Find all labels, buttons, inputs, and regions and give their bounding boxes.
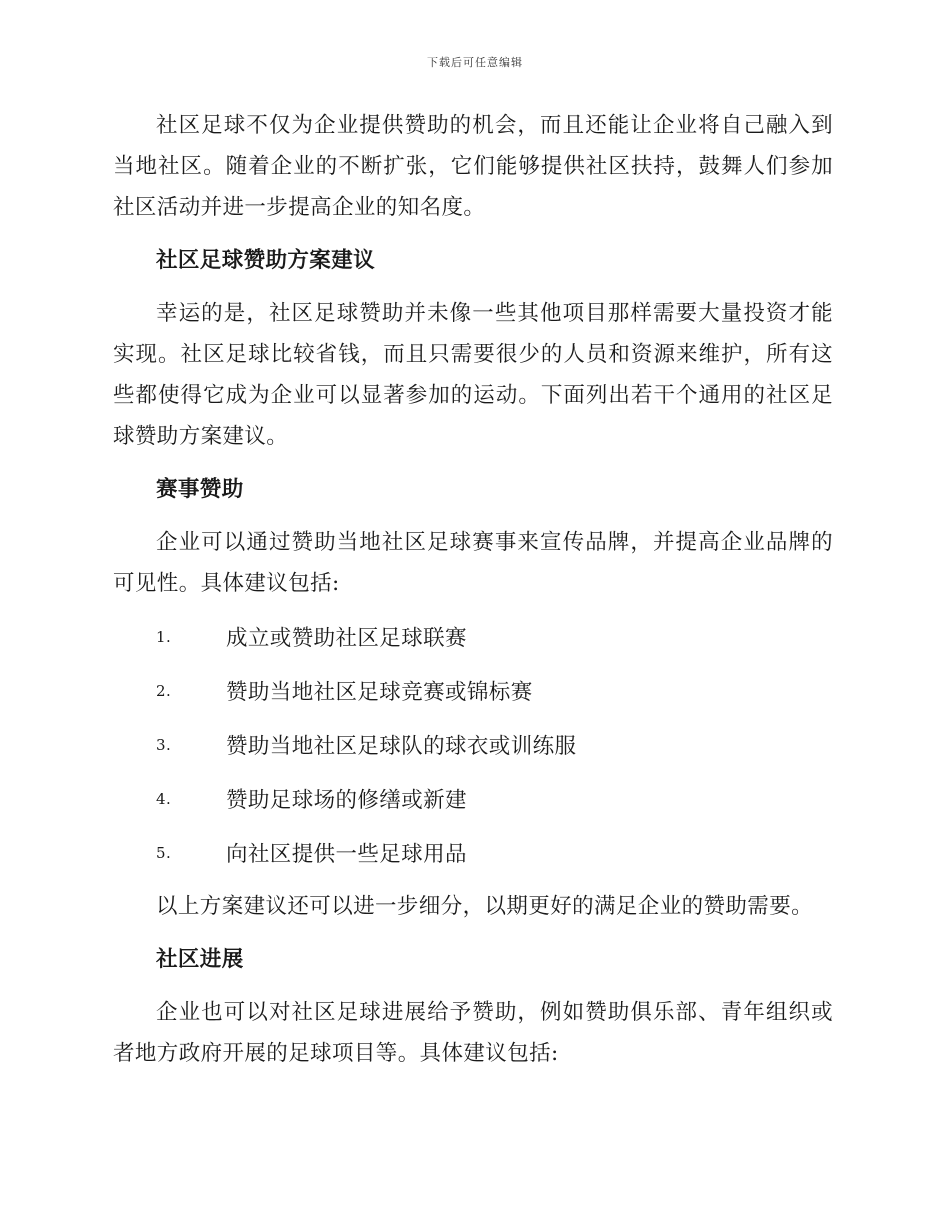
suggestion-list	[113, 616, 833, 873]
list-item-text: 成立或赞助社区足球联赛	[226, 626, 467, 651]
list-item	[113, 724, 833, 765]
list-item-number: 1.	[156, 627, 172, 646]
proposal-paragraph: 幸运的是，社区足球赞助并未像一些其他项目那样需要大量投资才能实现。社区足球比较省钱，而且只需要很少的人员和资源来维护，所有这些都使得它成为企业可以显著参加的运动。下面列出若干个通用的社区足球赞助方案建议。	[113, 301, 833, 449]
list-item	[113, 670, 833, 711]
list-item	[113, 832, 833, 873]
list-item-text: 赞助足球场的修缮或新建	[226, 788, 467, 813]
list-item-text: 赞助当地社区足球队的球衣或训练服	[226, 734, 577, 759]
list-item-number: 5.	[156, 843, 172, 862]
document-body	[113, 105, 833, 1086]
page-header: 下载后可任意编辑	[427, 56, 523, 69]
event-paragraph: 企业可以通过赞助当地社区足球赛事来宣传品牌，并提高企业品牌的可见性。具体建议包括:	[113, 530, 833, 596]
section-heading-progress: 社区进展	[156, 947, 244, 972]
list-item-number: 2.	[156, 681, 172, 700]
section-heading-event: 赛事赞助	[156, 477, 244, 502]
list-item	[113, 778, 833, 819]
list-item-number: 4.	[156, 789, 172, 808]
list-item-number: 3.	[156, 735, 172, 754]
list-item-text: 赞助当地社区足球竞赛或锦标赛	[226, 680, 533, 705]
list-item-text: 向社区提供一些足球用品	[226, 842, 467, 867]
intro-paragraph: 社区足球不仅为企业提供赞助的机会，而且还能让企业将自己融入到当地社区。随着企业的不断扩张，它们能够提供社区扶持，鼓舞人们参加社区活动并进一步提高企业的知名度。	[113, 113, 833, 220]
progress-paragraph: 企业也可以对社区足球进展给予赞助，例如赞助俱乐部、青年组织或者地方政府开展的足球项目等。具体建议包括:	[113, 1000, 833, 1066]
section-heading-proposal: 社区足球赞助方案建议	[156, 248, 376, 273]
summary-paragraph: 以上方案建议还可以进一步细分，以期更好的满足企业的赞助需要。	[156, 894, 814, 919]
list-item	[113, 616, 833, 657]
